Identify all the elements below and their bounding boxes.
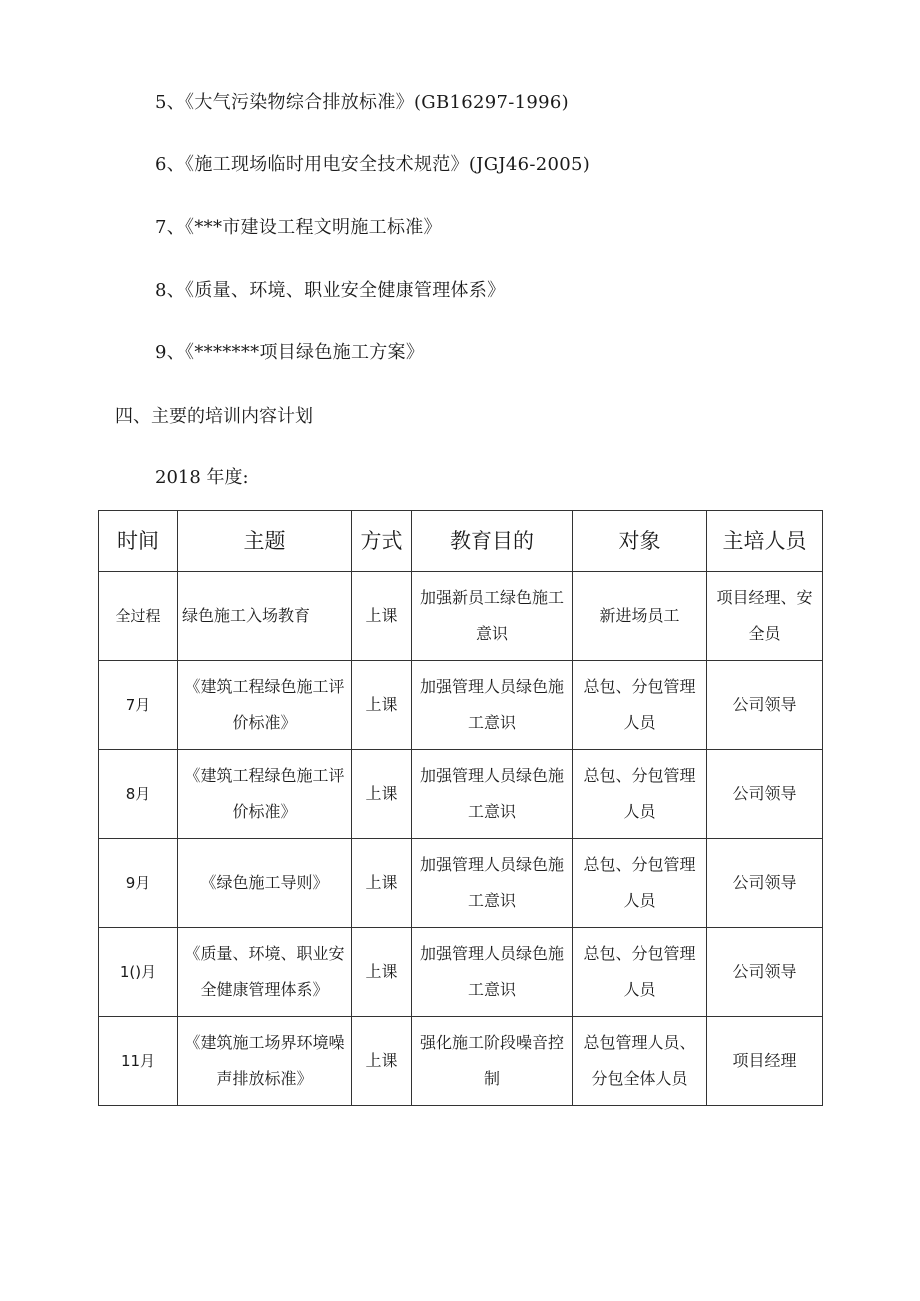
cell-topic: 《建筑施工场界环境噪声排放标准》 bbox=[178, 1017, 352, 1106]
cell-target: 新进场员工 bbox=[573, 572, 707, 661]
table-row bbox=[99, 572, 823, 661]
table-header-row bbox=[99, 511, 823, 572]
header-method: 方式 bbox=[352, 511, 412, 572]
cell-time: 8月 bbox=[99, 750, 178, 839]
cell-purpose: 强化施工阶段噪音控制 bbox=[412, 1017, 573, 1106]
cell-target: 总包、分包管理人员 bbox=[573, 750, 707, 839]
reference-item-6: 6、《施工现场临时用电安全技术规范》(JGJ46-2005) bbox=[155, 154, 591, 175]
cell-target: 总包、分包管理人员 bbox=[573, 661, 707, 750]
cell-time: 7月 bbox=[99, 661, 178, 750]
cell-topic: 《质量、环境、职业安全健康管理体系》 bbox=[178, 928, 352, 1017]
reference-item-9: 9、《*******项目绿色施工方案》 bbox=[155, 342, 425, 363]
year-label: 2018 年度: bbox=[155, 467, 249, 488]
cell-trainer: 项目经理 bbox=[707, 1017, 823, 1106]
cell-topic: 绿色施工入场教育 bbox=[178, 572, 352, 661]
cell-purpose: 加强管理人员绿色施工意识 bbox=[412, 750, 573, 839]
cell-time: 9月 bbox=[99, 839, 178, 928]
reference-item-7: 7、《***市建设工程文明施工标准》 bbox=[155, 217, 442, 238]
cell-purpose: 加强管理人员绿色施工意识 bbox=[412, 928, 573, 1017]
header-purpose: 教育目的 bbox=[412, 511, 573, 572]
table-row bbox=[99, 1017, 823, 1106]
cell-method: 上课 bbox=[352, 928, 412, 1017]
cell-trainer: 公司领导 bbox=[707, 750, 823, 839]
cell-target: 总包、分包管理人员 bbox=[573, 928, 707, 1017]
cell-time: 11月 bbox=[99, 1017, 178, 1106]
cell-trainer: 公司领导 bbox=[707, 661, 823, 750]
cell-trainer: 公司领导 bbox=[707, 928, 823, 1017]
cell-method: 上课 bbox=[352, 661, 412, 750]
cell-method: 上课 bbox=[352, 1017, 412, 1106]
cell-topic: 《建筑工程绿色施工评价标准》 bbox=[178, 661, 352, 750]
training-plan-table bbox=[98, 510, 823, 1106]
cell-method: 上课 bbox=[352, 839, 412, 928]
cell-topic: 《建筑工程绿色施工评价标准》 bbox=[178, 750, 352, 839]
cell-target: 总包管理人员、分包全体人员 bbox=[573, 1017, 707, 1106]
header-time: 时间 bbox=[99, 511, 178, 572]
cell-time: 1()月 bbox=[99, 928, 178, 1017]
cell-target: 总包、分包管理人员 bbox=[573, 839, 707, 928]
cell-trainer: 公司领导 bbox=[707, 839, 823, 928]
section-heading: 四、主要的培训内容计划 bbox=[115, 406, 313, 427]
reference-item-8: 8、《质量、环境、职业安全健康管理体系》 bbox=[155, 280, 506, 301]
cell-trainer: 项目经理、安全员 bbox=[707, 572, 823, 661]
cell-method: 上课 bbox=[352, 750, 412, 839]
cell-purpose: 加强管理人员绿色施工意识 bbox=[412, 839, 573, 928]
cell-purpose: 加强新员工绿色施工意识 bbox=[412, 572, 573, 661]
header-target: 对象 bbox=[573, 511, 707, 572]
table-row bbox=[99, 839, 823, 928]
header-trainer: 主培人员 bbox=[707, 511, 823, 572]
table-row bbox=[99, 928, 823, 1017]
cell-topic: 《绿色施工导则》 bbox=[178, 839, 352, 928]
cell-time: 全过程 bbox=[99, 572, 178, 661]
table-row bbox=[99, 750, 823, 839]
cell-purpose: 加强管理人员绿色施工意识 bbox=[412, 661, 573, 750]
reference-item-5: 5、《大气污染物综合排放标准》(GB16297-1996) bbox=[155, 92, 569, 113]
cell-method: 上课 bbox=[352, 572, 412, 661]
table-row bbox=[99, 661, 823, 750]
header-topic: 主题 bbox=[178, 511, 352, 572]
